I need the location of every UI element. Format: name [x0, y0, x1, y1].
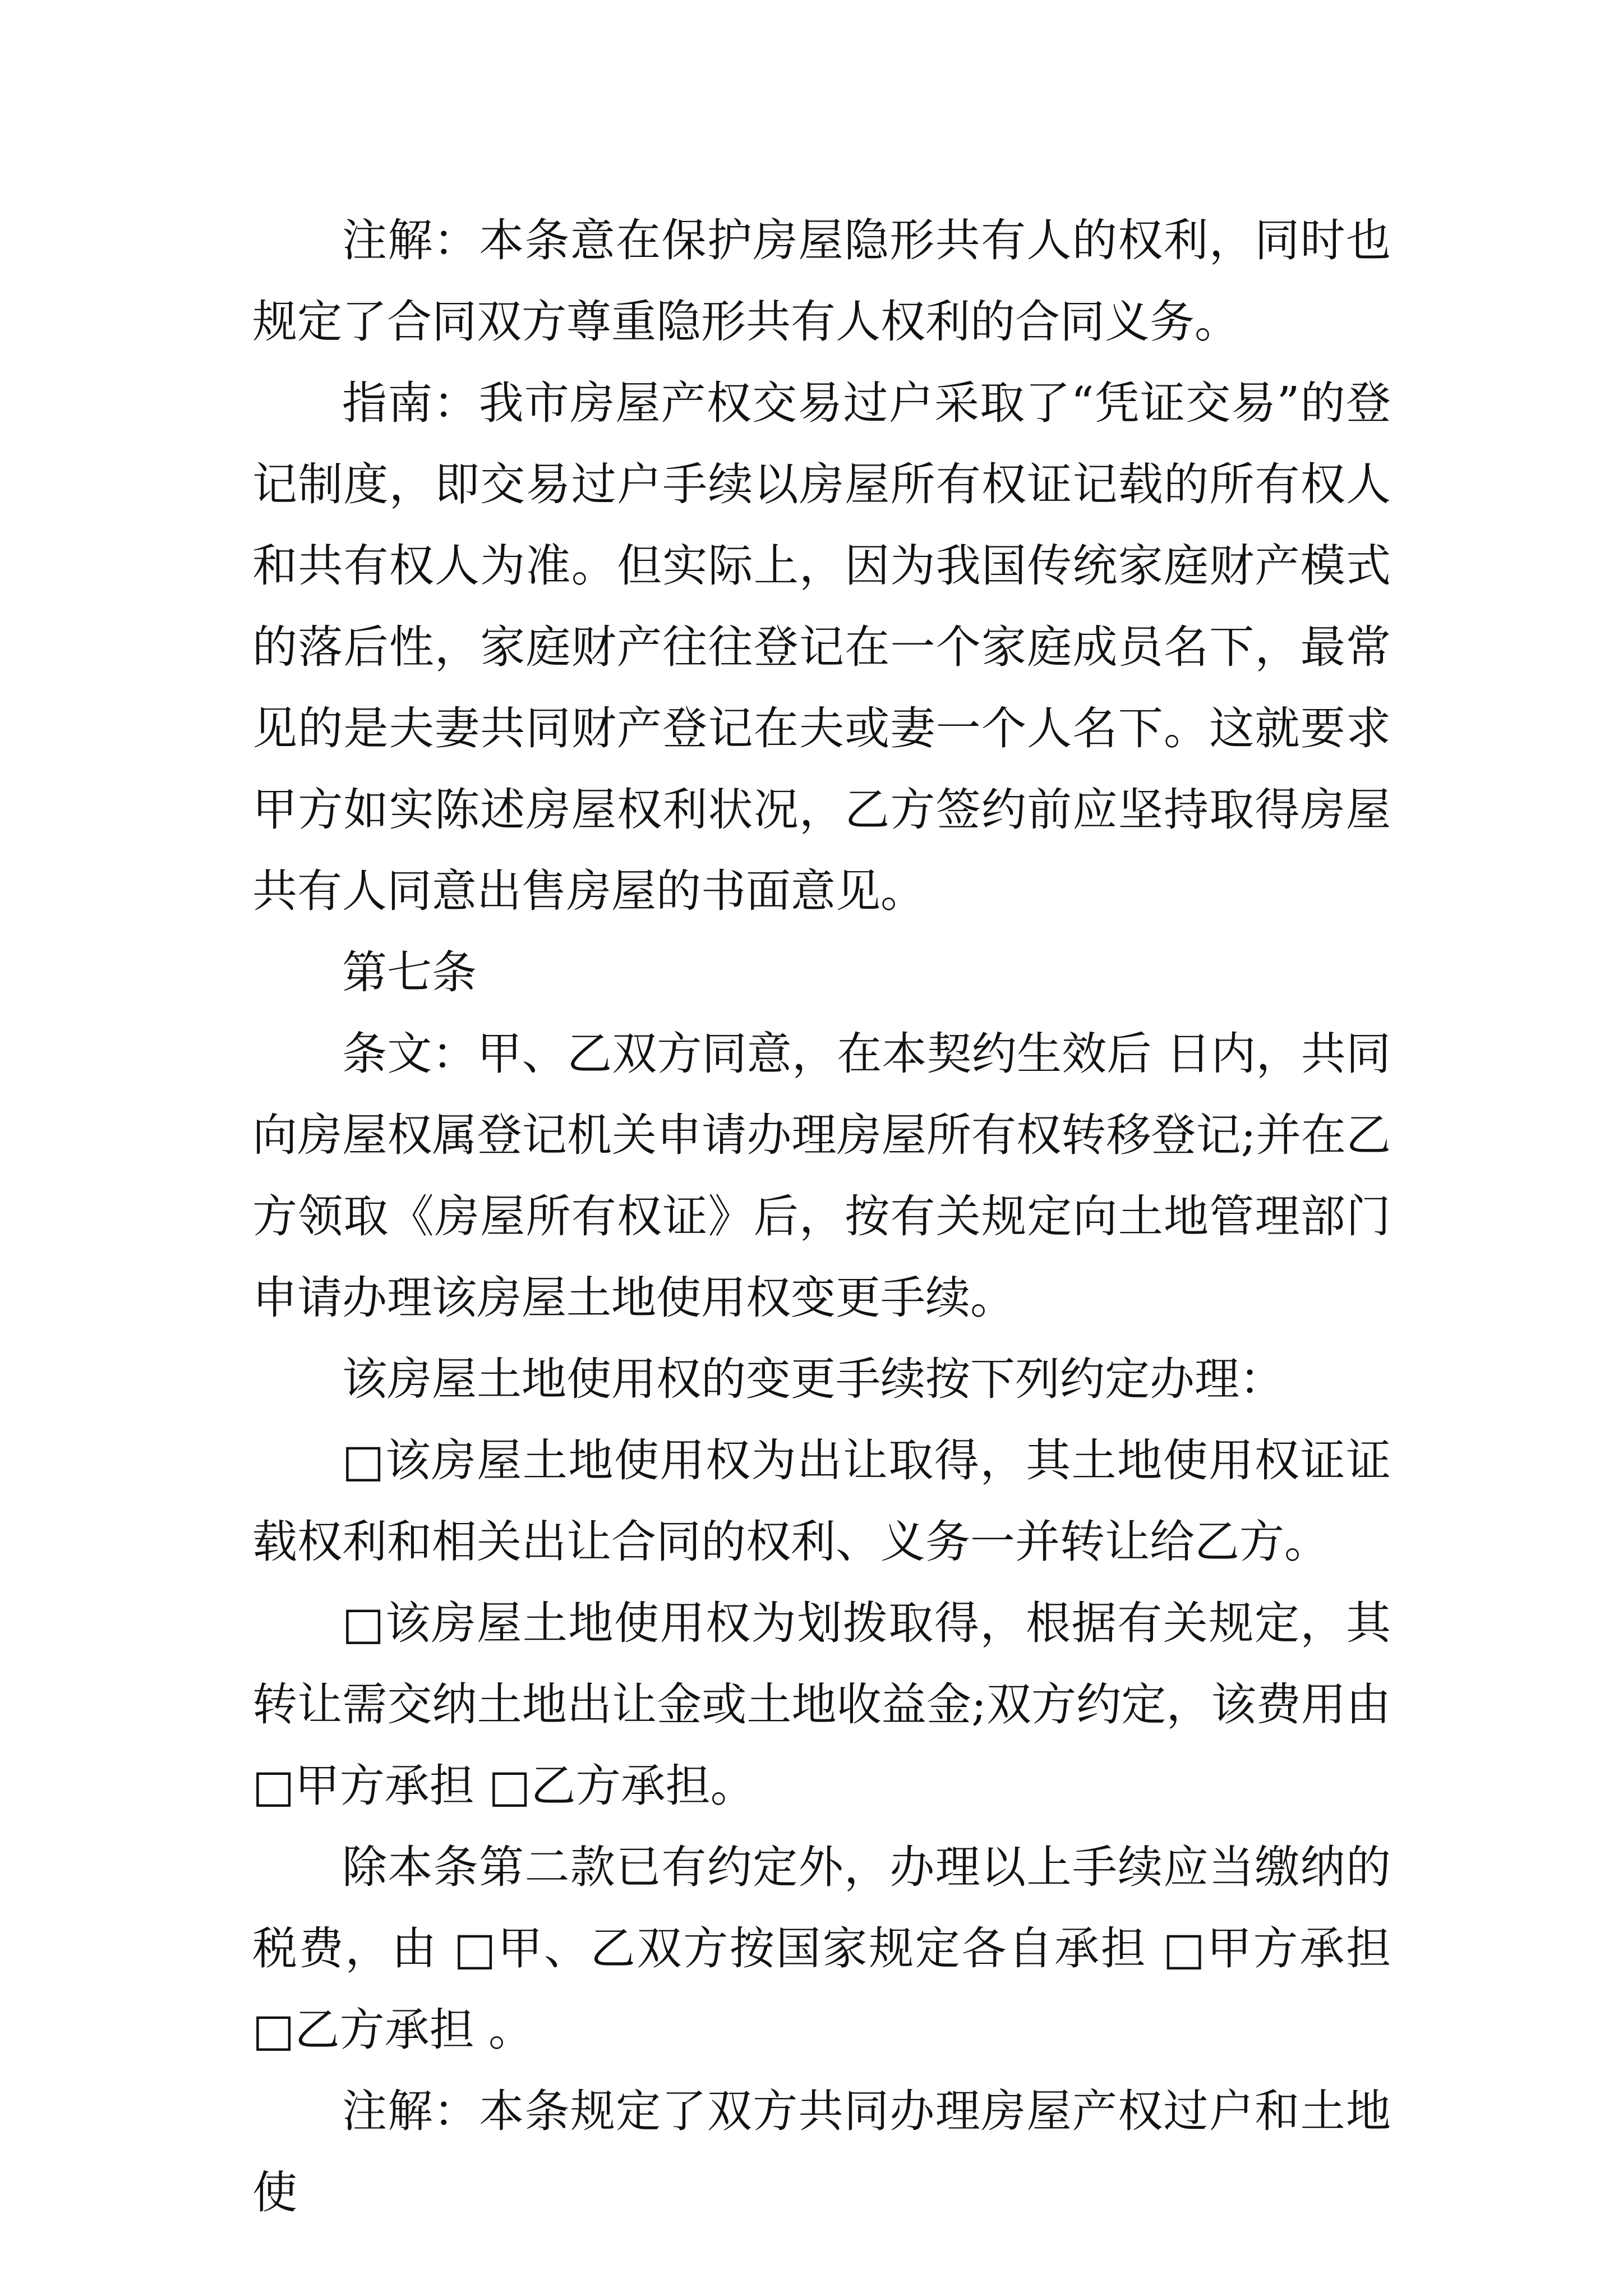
paragraph-land-use-intro: 该房屋土地使用权的变更手续按下列约定办理：	[342, 1353, 1284, 1405]
paragraph-note-hidden-co-owner: 注解：本条意在保护房屋隐形共有人的权利，同时也规定了合同双方尊重隐形共有人权利的合同义务。	[252, 214, 1391, 348]
option-transfer-acquired: □该房屋土地使用权为出让取得，其土地使用权证证载权利和相关出让合同的权利、义务一并转让给乙方。	[252, 1434, 1391, 1568]
article-heading: 第七条	[342, 946, 477, 999]
paragraph-note-transfer: 注解：本条规定了双方共同办理房屋产权过户和土地使	[252, 2085, 1391, 2219]
paragraph-guide-registration: 指南：我市房屋产权交易过户采取了“凭证交易”的登记制度，即交易过户手续以房屋所有权证记载的所有权人和共有权人为准。但实际上，因为我国传统家庭财产模式的落后性，家庭财产往往登记在一个家庭成员名下，最常见的是夫妻共同财产登记在夫或妻一个人名下。这就要求甲方如实陈述房屋权利状况，乙方签约前应坚持取得房屋共有人同意出售房屋的书面意见。	[252, 377, 1391, 917]
paragraph-article-text: 条文：甲、乙双方同意，在本契约生效后 日内，共同向房屋权属登记机关申请办理房屋所有权转移登记;并在乙方领取《房屋所有权证》后，按有关规定向土地管理部门申请办理该房屋土地使用权变更手续。	[252, 1028, 1391, 1324]
option-allocation-acquired: □该房屋土地使用权为划拨取得，根据有关规定，其转让需交纳土地出让金或土地收益金;双方约定，该费用由 □甲方承担 □乙方承担。	[252, 1597, 1391, 1812]
paragraph-taxes-fees: 除本条第二款已有约定外，办理以上手续应当缴纳的税费，由 □甲、乙双方按国家规定各自承担 □甲方承担 □乙方承担 。	[252, 1841, 1391, 2056]
document-page	[252, 200, 1391, 2233]
